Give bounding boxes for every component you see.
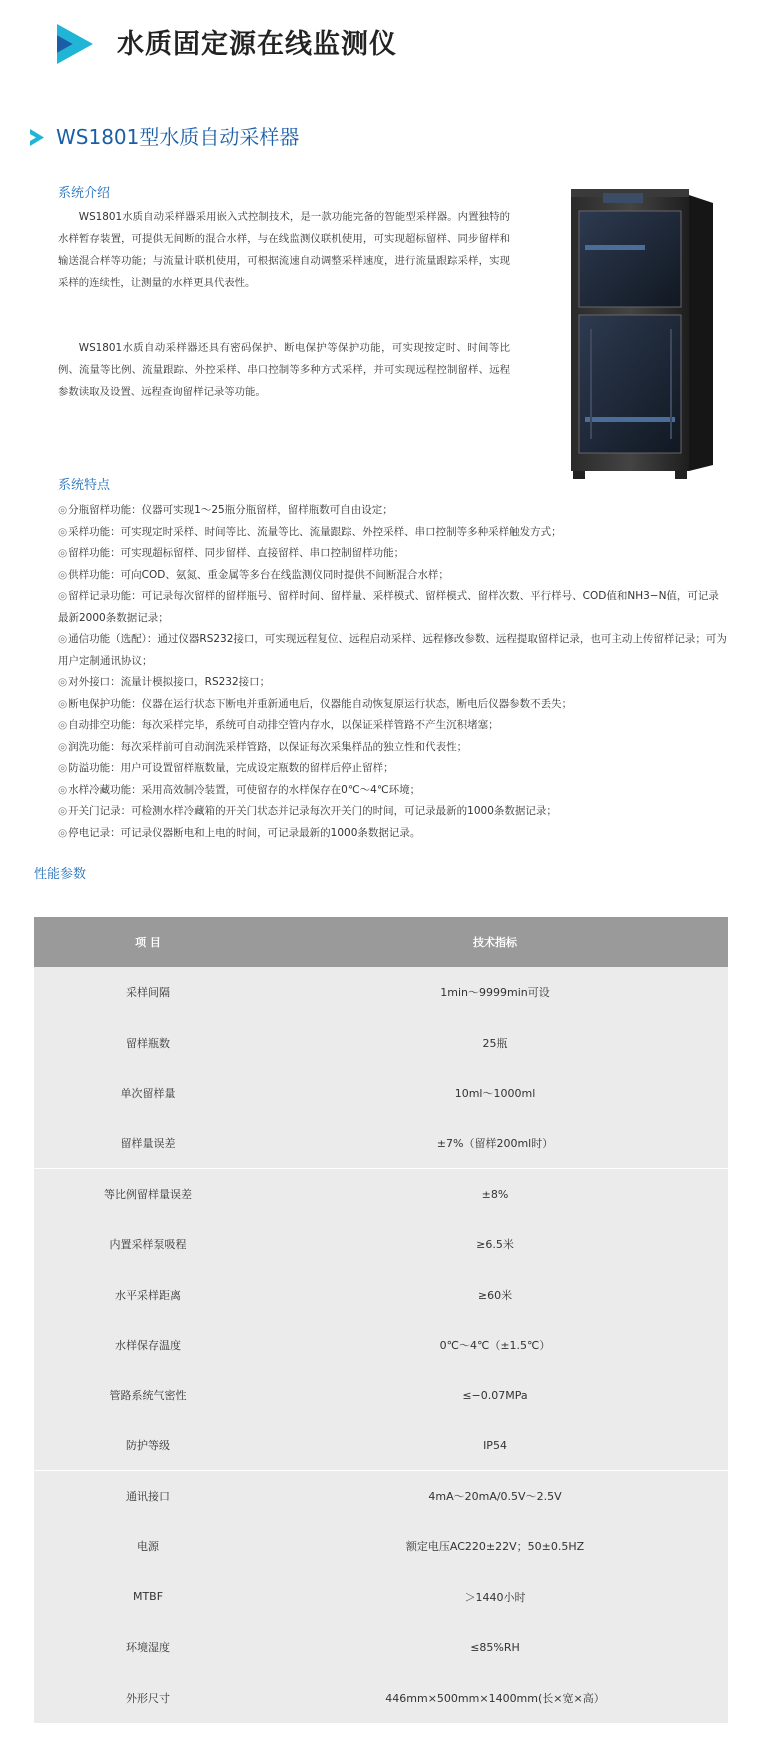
spec-name: 等比例留样量误差 [34, 1169, 262, 1219]
spec-name: 水平采样距离 [34, 1269, 262, 1319]
intro-paragraph-2: WS1801水质自动采样器还具有密码保护、断电保护等保护功能，可实现按定时、时间等比例、流量等比例、流量跟踪、外控采样、串口控制等多种方式采样，并可实现远程控制留样、远程参数读取及设置、远程查询留样记录等功能。 [58, 342, 510, 398]
bullet-icon: ◎ [58, 676, 68, 688]
feature-item: ◎停电记录：可记录仪器断电和上电的时间，可记录最新的1000条数据记录。 [58, 826, 421, 839]
feature-item: ◎润洗功能：每次采样前可自动润洗采样管路，以保证每次采集样品的独立性和代表性； [58, 740, 468, 753]
intro-heading: 系统介绍 [58, 186, 111, 201]
spec-value: 1min～9999min可设 [262, 967, 728, 1017]
spec-value: ≥6.5米 [262, 1219, 728, 1269]
bullet-icon: ◎ [58, 783, 68, 796]
bullet-icon: ◎ [58, 568, 68, 581]
spec-value: 额定电压AC220±22V；50±0.5HZ [262, 1521, 728, 1571]
feature-item: ◎供样功能：可向COD、氨氮、重金属等多台在线监测仪同时提供不间断混合水样； [58, 568, 449, 581]
spec-value: 25瓶 [262, 1017, 728, 1067]
feature-item: ◎采样功能：可实现定时采样、时间等比、流量等比、流量跟踪、外控采样、串口控制等多种采样触发方式； [58, 525, 562, 538]
column-header-spec: 技术指标 [262, 917, 728, 967]
table-row [34, 1521, 728, 1571]
bullet-icon: ◎ [58, 697, 68, 710]
product-title: WS1801型水质自动采样器 [56, 125, 300, 149]
bullet-icon: ◎ [58, 826, 68, 839]
spec-name: 环境湿度 [34, 1622, 262, 1672]
table-row [34, 1622, 728, 1672]
table-row [34, 1269, 728, 1319]
feature-item: ◎自动排空功能：每次采样完毕，系统可自动排空管内存水，以保证采样管路不产生沉积堵塞； [58, 719, 499, 731]
brand-logo-icon [57, 24, 93, 64]
spec-name: 留样量误差 [34, 1118, 262, 1168]
feature-item: ◎留样功能：可实现超标留样、同步留样、直接留样、串口控制留样功能； [58, 547, 405, 559]
features-heading: 系统特点 [58, 478, 111, 493]
feature-item: ◎开关门记录：可检测水样冷藏箱的开关门状态并记录每次开关门的时间，可记录最新的1000条数据记录； [58, 805, 557, 817]
feature-item: ◎水样冷藏功能：采用高效制冷装置，可使留存的水样保存在0℃～4℃环境； [58, 783, 421, 796]
column-header-item: 项 目 [34, 917, 262, 967]
feature-list [58, 500, 728, 844]
spec-value: ±8% [262, 1169, 728, 1219]
spec-value: ＞1440小时 [262, 1572, 728, 1622]
table-row [34, 1320, 728, 1370]
bullet-icon: ◎ [58, 590, 68, 602]
bullet-icon: ◎ [58, 719, 68, 731]
table-row [34, 1370, 728, 1420]
table-row [34, 967, 728, 1017]
bullet-icon: ◎ [58, 633, 68, 645]
spec-value: 0℃～4℃（±1.5℃） [262, 1320, 728, 1370]
feature-item: ◎断电保护功能：仪器在运行状态下断电并重新通电后，仪器能自动恢复原运行状态，断电后仪器参数不丢失； [58, 697, 573, 710]
table-row [34, 1672, 728, 1722]
feature-item: ◎通信功能（选配）：通过仪器RS232接口，可实现远程复位、远程启动采样、远程修改参数、远程提取留样记录，也可主动上传留样记录；可为用户定制通讯协议； [58, 633, 727, 667]
feature-item: ◎防溢功能：用户可设置留样瓶数量，完成设定瓶数的留样后停止留样； [58, 762, 394, 774]
page-title: 水质固定源在线监测仪 [117, 29, 397, 60]
spec-value: ≤−0.07MPa [262, 1370, 728, 1420]
bullet-icon: ◎ [58, 547, 68, 559]
spec-name: 单次留样量 [34, 1068, 262, 1118]
spec-name: 内置采样泵吸程 [34, 1219, 262, 1269]
table-row [34, 1219, 728, 1269]
specs-heading: 性能参数 [34, 867, 87, 882]
feature-item: ◎对外接口：流量计模拟接口，RS232接口； [58, 676, 271, 688]
spec-name: 留样瓶数 [34, 1017, 262, 1067]
section-arrow-icon [30, 129, 44, 146]
spec-value: ±7%（留样200ml时） [262, 1118, 728, 1168]
spec-name: 采样间隔 [34, 967, 262, 1017]
table-row [34, 1572, 728, 1622]
spec-name: 防护等级 [34, 1421, 262, 1471]
bullet-icon: ◎ [58, 504, 68, 516]
bullet-icon: ◎ [58, 525, 68, 538]
water-sampler-device-image [563, 189, 721, 479]
feature-item: ◎分瓶留样功能：仪器可实现1～25瓶分瓶留样，留样瓶数可自由设定； [58, 504, 393, 516]
spec-name: 电源 [34, 1521, 262, 1571]
spec-name: 外形尺寸 [34, 1672, 262, 1722]
feature-item: ◎留样记录功能：可记录每次留样的留样瓶号、留样时间、留样量、采样模式、留样模式、留样次数、平行样号、COD值和NH3−N值，可记录最新2000条数据记录； [58, 590, 719, 624]
table-row [34, 1471, 728, 1521]
spec-name: MTBF [34, 1572, 262, 1622]
table-row [34, 1169, 728, 1219]
spec-value: 446mm×500mm×1400mm(长×宽×高） [262, 1672, 728, 1722]
spec-name: 水样保存温度 [34, 1320, 262, 1370]
table-header-row [34, 917, 728, 967]
spec-table [34, 917, 728, 1723]
spec-name: 管路系统气密性 [34, 1370, 262, 1420]
bullet-icon: ◎ [58, 762, 68, 774]
table-row [34, 1118, 728, 1168]
spec-value: ≥60米 [262, 1269, 728, 1319]
table-row [34, 1068, 728, 1118]
table-row [34, 1421, 728, 1471]
bullet-icon: ◎ [58, 805, 68, 817]
intro-paragraph-1: WS1801水质自动采样器采用嵌入式控制技术，是一款功能完备的智能型采样器。内置独特的水样暂存装置，可提供无间断的混合水样，与在线监测仪联机使用，可实现超标留样、同步留样和输送混合样等功能；与流量计联机使用，可根据流速自动调整采样速度，进行流量跟踪采样，实现采样的连续性，让测量的水样更具代表性。 [58, 211, 510, 289]
bullet-icon: ◎ [58, 740, 68, 753]
spec-value: IP54 [262, 1421, 728, 1471]
spec-value: ≤85%RH [262, 1622, 728, 1672]
spec-name: 通讯接口 [34, 1471, 262, 1521]
spec-value: 4mA～20mA/0.5V～2.5V [262, 1471, 728, 1521]
table-row [34, 1017, 728, 1067]
spec-value: 10ml～1000ml [262, 1068, 728, 1118]
